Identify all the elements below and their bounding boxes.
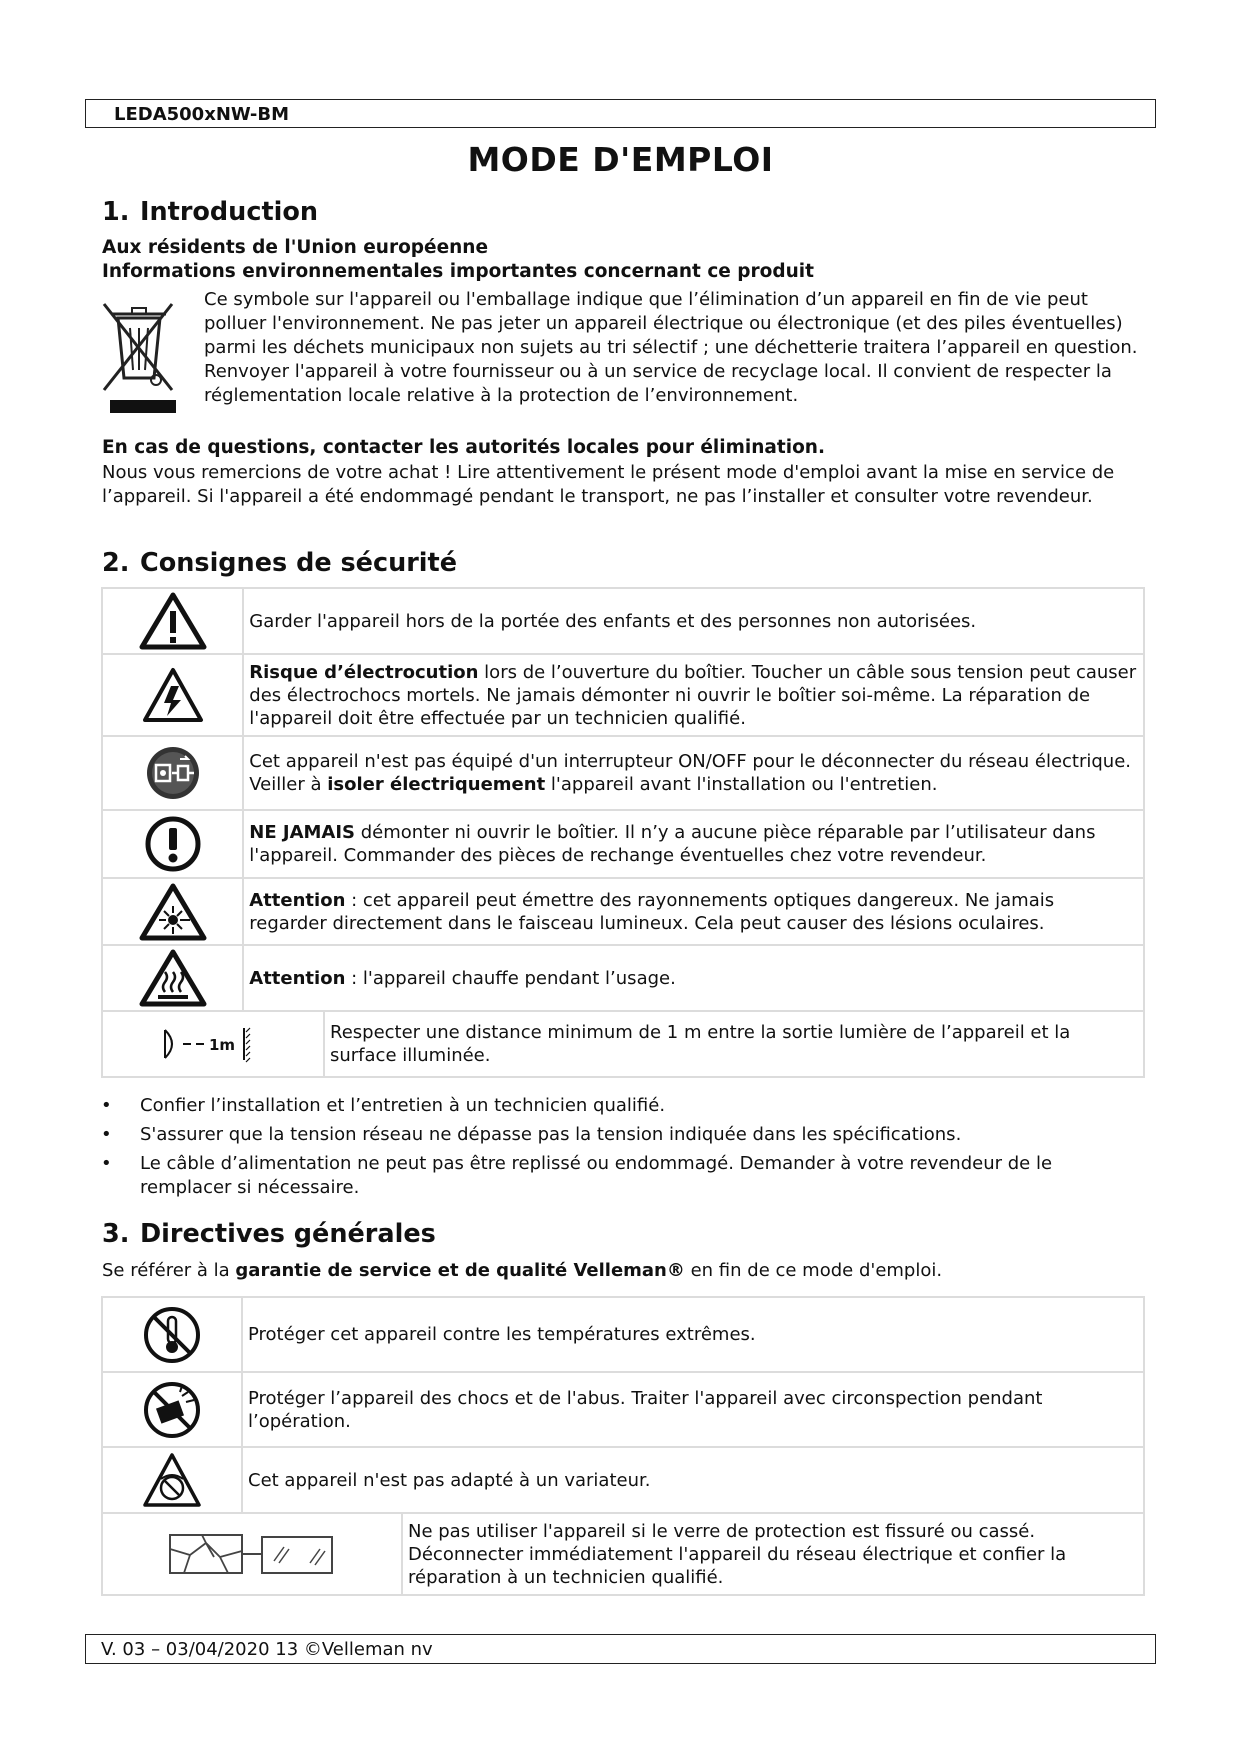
safety-icon-cell bbox=[102, 1011, 324, 1077]
hot-surface-icon bbox=[138, 948, 208, 1008]
general-text: Cet appareil n'est pas adapté à un variateur. bbox=[248, 1469, 651, 1491]
weee-text: Ce symbole sur l'appareil ou l'emballage indique que l’élimination d’un appareil en fin de vie peut polluer l'environnement. Ne pas jeter un appareil électrique ou électronique (et des piles éventuelles) parmi les déchets municipaux non sujets au tri sélectif ; une déchetterie traitera l’appareil en question. Renvoyer l'appareil à votre fournisseur ou à un service de recyclage local. Il convient de respecter la réglementation locale relative à la protection de l’environnement. bbox=[204, 289, 1138, 406]
no-shock-abuse-icon bbox=[142, 1380, 202, 1440]
safety-bullet-list bbox=[101, 1094, 1141, 1205]
thanks-text: Nous vous remercions de votre achat ! Lire attentivement le présent mode d'emploi avant la mise en service de l’appareil. Si l'appareil a été endommagé pendant le transport, ne pas l’installer et consulter votre revendeur. bbox=[102, 462, 1115, 507]
section-3-number: 3. bbox=[102, 1219, 130, 1249]
general-text: Protéger cet appareil contre les températures extrêmes. bbox=[248, 1324, 756, 1345]
env-heading: Informations environnementales importantes concernant ce produit bbox=[102, 261, 814, 282]
safety-text: l'appareil avant l'installation ou l'entretien. bbox=[545, 774, 938, 795]
disconnect-mains-icon bbox=[144, 744, 202, 802]
safety-row bbox=[102, 810, 1144, 878]
footer-box bbox=[85, 1634, 1156, 1664]
safety-text-cell bbox=[243, 654, 1144, 736]
safety-text-cell bbox=[243, 810, 1144, 878]
safety-row bbox=[102, 588, 1144, 654]
general-row bbox=[102, 1297, 1144, 1372]
minimum-distance-icon bbox=[143, 1024, 283, 1064]
safety-table bbox=[101, 587, 1145, 1078]
safety-icon-cell bbox=[102, 588, 243, 654]
safety-bold: NE JAMAIS bbox=[249, 822, 356, 843]
general-icon-cell bbox=[102, 1513, 402, 1595]
safety-icon-cell bbox=[102, 878, 243, 945]
section-2-title: Consignes de sécurité bbox=[140, 548, 458, 578]
safety-bold: isoler électriquement bbox=[327, 774, 546, 795]
no-extreme-temperature-icon bbox=[142, 1305, 202, 1365]
safety-row bbox=[102, 736, 1144, 810]
safety-text-cell bbox=[243, 736, 1144, 810]
safety-text: lors de l’ouverture du boîtier. Toucher un câble sous tension peut causer des électrochocs mortels. Ne jamais démonter ni ouvrir le boîtier soi-même. La réparation de l'appareil doit être effectuée par un technicien qualifié. bbox=[249, 661, 1137, 729]
questions-text: En cas de questions, contacter les autorités locales pour élimination. bbox=[102, 437, 825, 458]
safety-row bbox=[102, 878, 1144, 945]
section-1-heading bbox=[102, 197, 318, 227]
general-row bbox=[102, 1447, 1144, 1513]
bullet-item: • Confier l’installation et l’entretien à un technicien qualifié. bbox=[101, 1094, 1141, 1118]
general-text: Protéger l’appareil des chocs et de l'abus. Traiter l'appareil avec circonspection pendant l’opération. bbox=[248, 1387, 1043, 1432]
safety-text: : l'appareil chauffe pendant l’usage. bbox=[345, 967, 676, 989]
safety-icon-cell bbox=[102, 810, 243, 878]
general-text-cell bbox=[402, 1513, 1144, 1595]
safety-bold: Risque d’électrocution bbox=[249, 661, 479, 683]
safety-row bbox=[102, 1011, 1144, 1077]
bullet-item: • S'assurer que la tension réseau ne dépasse pas la tension indiquée dans les spécifications. bbox=[101, 1123, 1141, 1147]
exclamation-circle-icon bbox=[144, 815, 202, 873]
header-box bbox=[85, 99, 1156, 128]
general-intro-bold: garantie de service et de qualité Velleman® bbox=[235, 1260, 685, 1281]
section-2-number: 2. bbox=[102, 548, 130, 578]
safety-icon-cell bbox=[102, 654, 243, 736]
general-text: Ne pas utiliser l'appareil si le verre de protection est fissuré ou cassé. Déconnecter immédiatement l'appareil du réseau électrique et confier la réparation à un technicien qualifié. bbox=[408, 1520, 1067, 1588]
general-text-cell bbox=[242, 1372, 1144, 1447]
safety-text-cell bbox=[243, 588, 1144, 654]
safety-text: démonter ni ouvrir le boîtier. Il n’y a aucune pièce réparable par l’utilisateur dans l'appareil. Commander des pièces de rechange éventuelles chez votre revendeur. bbox=[249, 822, 1096, 866]
eu-heading: Aux résidents de l'Union européenne bbox=[102, 237, 489, 258]
safety-text: : cet appareil peut émettre des rayonnements optiques dangereux. Ne jamais regarder directement dans le faisceau lumineux. Cela peut causer des lésions oculaires. bbox=[249, 889, 1055, 934]
distance-label: 1m bbox=[209, 1036, 236, 1054]
safety-icon-cell bbox=[102, 736, 243, 810]
general-intro-text: en fin de ce mode d'emploi. bbox=[684, 1260, 943, 1281]
general-icon-cell bbox=[102, 1297, 242, 1372]
safety-bold: Attention bbox=[249, 889, 346, 911]
general-icon-cell bbox=[102, 1372, 242, 1447]
section-3-title: Directives générales bbox=[140, 1219, 436, 1249]
safety-bold: Attention bbox=[249, 967, 346, 989]
general-icon-cell bbox=[102, 1447, 242, 1513]
model-number: LEDA500xNW-BM bbox=[114, 104, 290, 125]
safety-text-cell bbox=[243, 878, 1144, 945]
section-1-title: Introduction bbox=[140, 197, 319, 227]
footer-text: V. 03 – 03/04/2020 13 ©Velleman nv bbox=[101, 1639, 433, 1660]
general-table bbox=[101, 1296, 1145, 1596]
page-title: MODE D'EMPLOI bbox=[467, 140, 774, 179]
general-text-cell bbox=[242, 1447, 1144, 1513]
section-2-heading bbox=[102, 548, 457, 578]
warning-exclamation-icon bbox=[138, 591, 208, 651]
general-row bbox=[102, 1513, 1144, 1595]
general-intro bbox=[102, 1259, 1142, 1283]
section-3-heading bbox=[102, 1219, 436, 1249]
electric-shock-icon bbox=[141, 666, 205, 724]
laser-radiation-icon bbox=[138, 882, 208, 942]
safety-text: Garder l'appareil hors de la portée des enfants et des personnes non autorisées. bbox=[249, 610, 977, 632]
section-1-number: 1. bbox=[102, 197, 130, 227]
safety-row bbox=[102, 654, 1144, 736]
safety-text: Respecter une distance minimum de 1 m entre la sortie lumière de l’appareil et la surface illuminée. bbox=[330, 1022, 1071, 1066]
no-dimmer-icon bbox=[141, 1451, 203, 1509]
bullet-item: • Le câble d’alimentation ne peut pas être replissé ou endommagé. Demander à votre revendeur de le remplacer si nécessaire. bbox=[101, 1152, 1141, 1200]
general-text-cell bbox=[242, 1297, 1144, 1372]
broken-glass-icon bbox=[162, 1529, 342, 1579]
safety-row bbox=[102, 945, 1144, 1011]
general-row bbox=[102, 1372, 1144, 1447]
safety-text: Cet appareil n'est pas équipé d'un interrupteur ON/OFF pour le déconnecter du réseau électrique. Veiller à bbox=[249, 751, 1132, 795]
safety-text-cell bbox=[243, 945, 1144, 1011]
general-intro-text: Se référer à la bbox=[102, 1260, 236, 1281]
safety-text-cell bbox=[324, 1011, 1144, 1077]
safety-icon-cell bbox=[102, 945, 243, 1011]
weee-bin-icon bbox=[100, 300, 180, 420]
